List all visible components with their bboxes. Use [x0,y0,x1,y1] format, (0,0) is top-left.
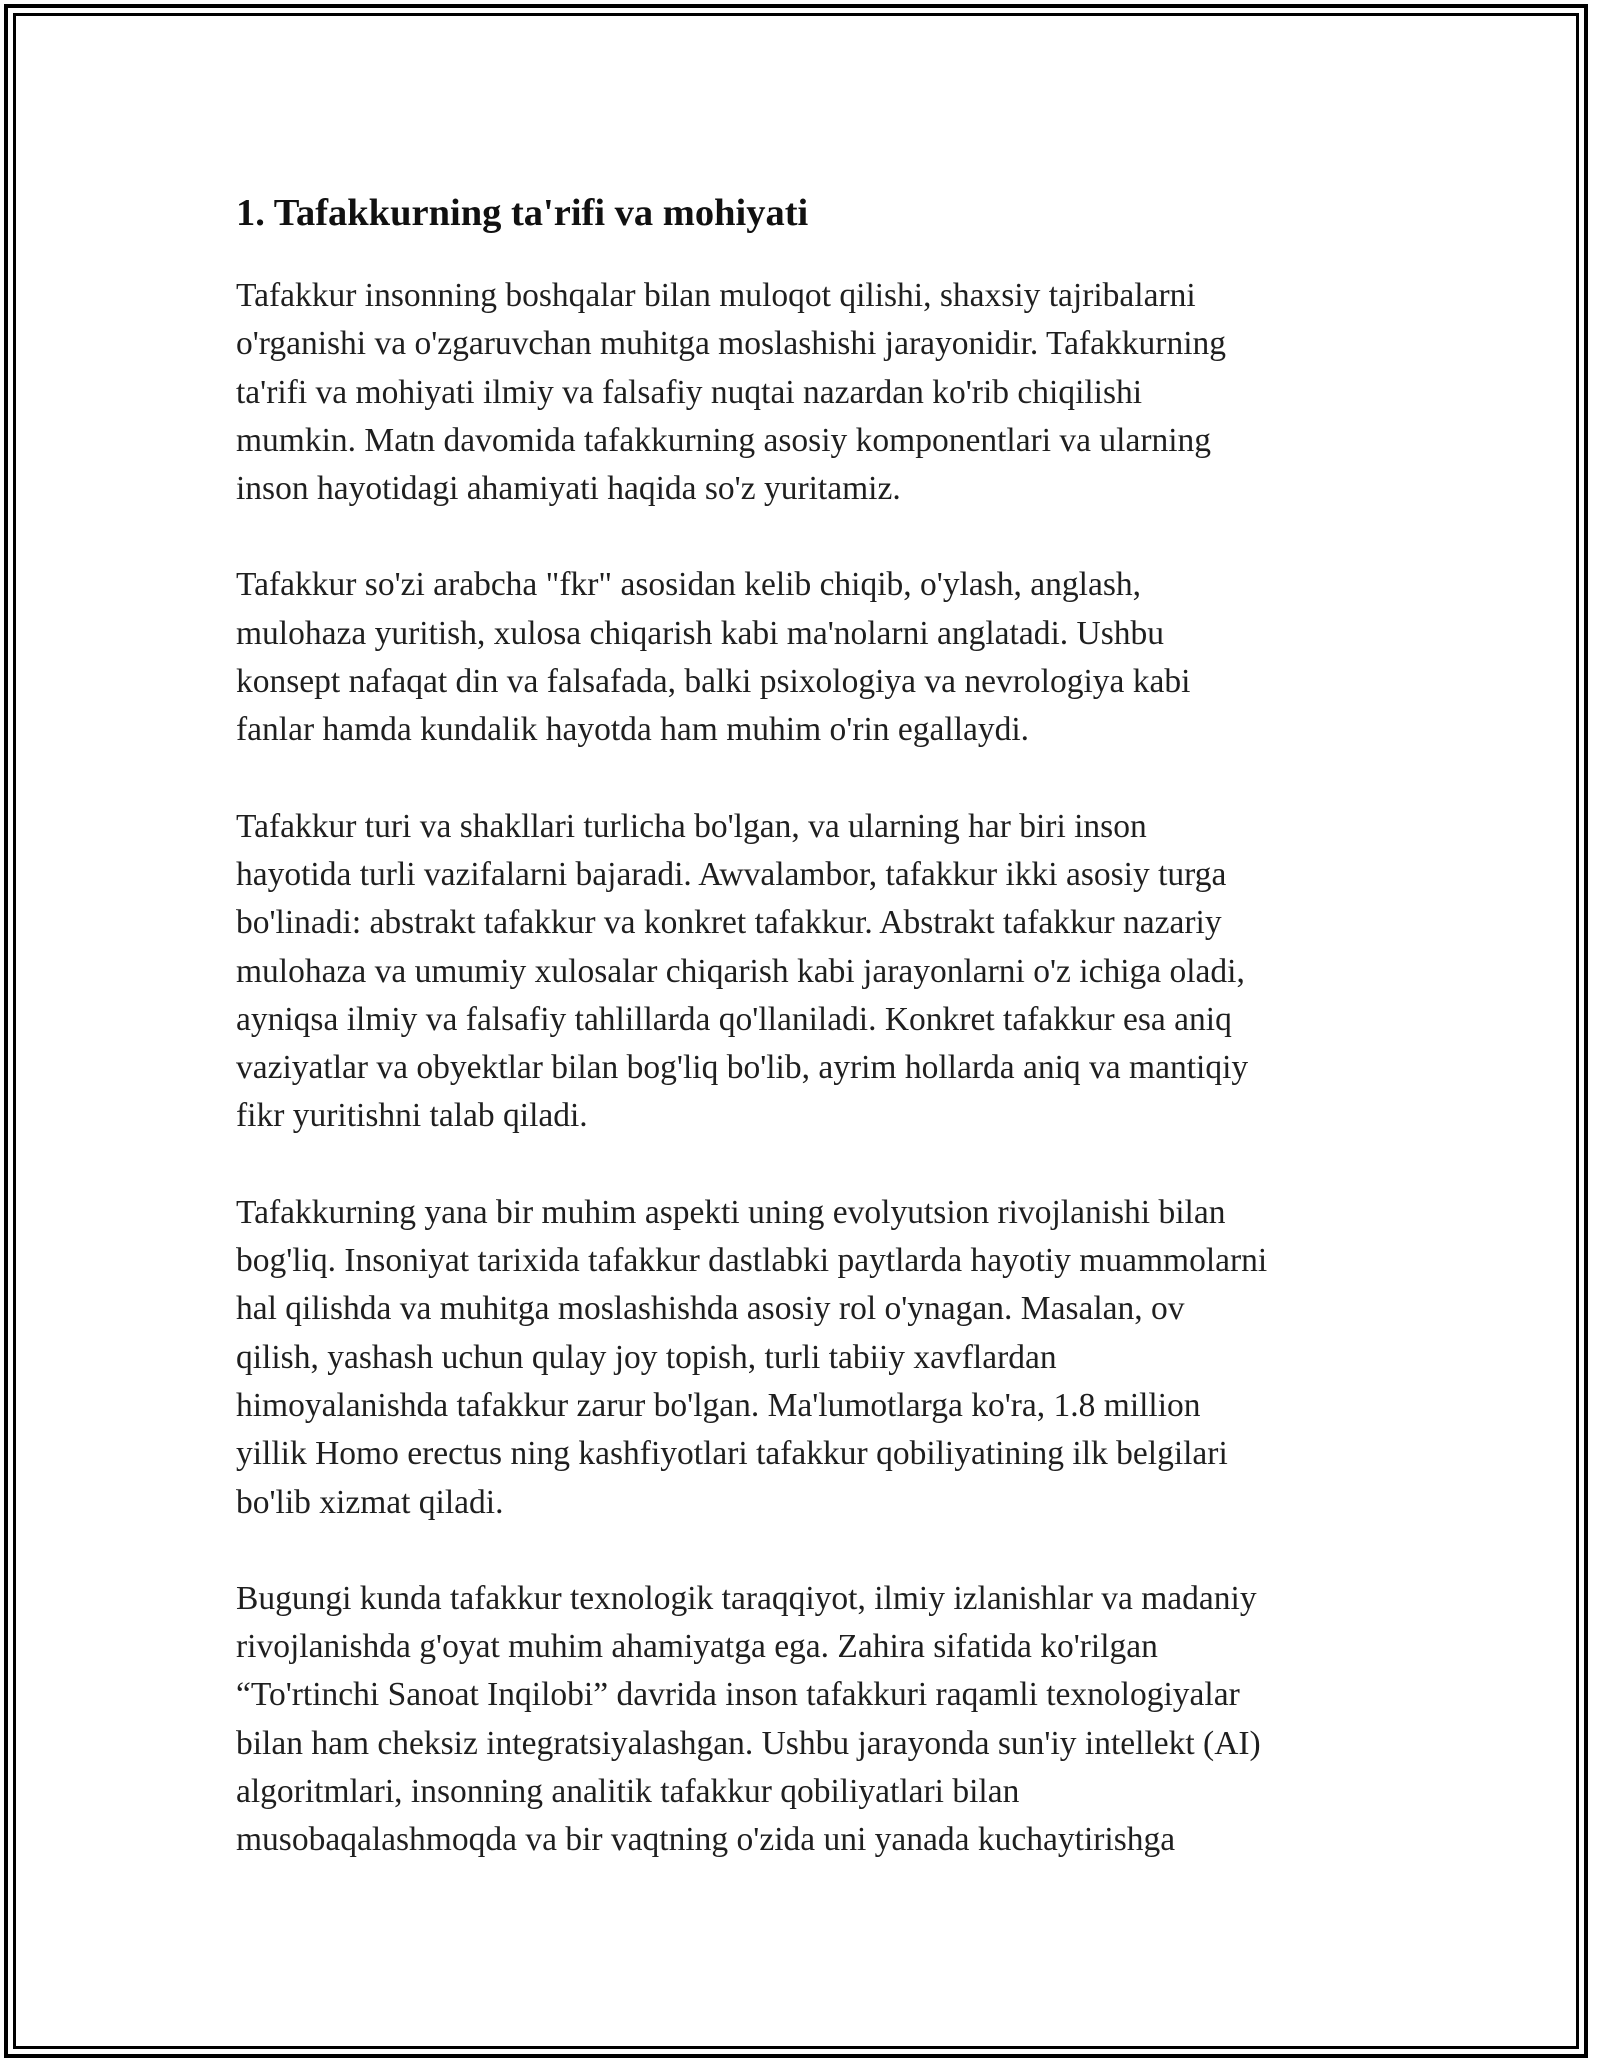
paragraph-line: fikr yuritishni talab qiladi. [236,1097,588,1135]
paragraph-line: Tafakkurning yana bir muhim aspekti uning evolyutsion rivojlanishi bilan [236,1193,1226,1231]
document-body [236,186,1386,1865]
paragraph-line: bo'linadi: abstrakt tafakkur va konkret tafakkur. Abstrakt tafakkur nazariy [236,904,1222,942]
paragraph-2 [236,561,1386,754]
paragraph-line: mulohaza va umumiy xulosalar chiqarish kabi jarayonlarni o'z ichiga oladi, [236,952,1245,990]
paragraph-line: Bugungi kunda tafakkur texnologik taraqqiyot, ilmiy izlanishlar va madaniy [236,1579,1257,1617]
paragraph-line: Tafakkur insonning boshqalar bilan muloqot qilishi, shaxsiy tajribalarni [236,277,1196,314]
paragraph-line: yillik Homo erectus ning kashfiyotlari tafakkur qobiliyatining ilk belgilari [236,1435,1228,1473]
paragraph-line: hal qilishda va muhitga moslashishda asosiy rol o'ynagan. Masalan, ov [236,1290,1185,1328]
paragraph-line: inson hayotidagi ahamiyati haqida so'z yuritamiz. [236,470,901,508]
paragraph-line: bog'liq. Insoniyat tarixida tafakkur dastlabki paytlarda hayotiy muammolarni [236,1242,1268,1280]
paragraph-line: mulohaza yuritish, xulosa chiqarish kabi ma'nolarni anglatadi. Ushbu [236,614,1165,652]
paragraph-1 [236,272,1386,513]
paragraph-line: fanlar hamda kundalik hayotda ham muhim o'rin egallaydi. [236,711,1030,749]
paragraph-line: ayniqsa ilmiy va falsafiy tahlillarda qo'llaniladi. Konkret tafakkur esa aniq [236,1000,1232,1038]
paragraph-line: musobaqalashmoqda va bir vaqtning o'zida uni yanada kuchaytirishga [236,1821,1176,1859]
paragraph-line: o'rganishi va o'zgaruvchan muhitga moslashishi jarayonidir. Tafakkurning [236,325,1227,363]
paragraph-line: bilan ham cheksiz integratsiyalashgan. Ushbu jarayonda sun'iy intellekt (AI) [236,1724,1261,1762]
paragraph-line: konsept nafaqat din va falsafada, balki psixologiya va nevrologiya kabi [236,663,1191,701]
paragraph-line: Tafakkur turi va shakllari turlicha bo'lgan, va ularning har biri inson [236,807,1147,845]
paragraph-line: algoritmlari, insonning analitik tafakkur qobiliyatlari bilan [236,1773,1020,1811]
paragraph-line: hayotida turli vazifalarni bajaradi. Awvalambor, tafakkur ikki asosiy turga [236,855,1227,893]
paragraph-line: rivojlanishda g'oyat muhim ahamiyatga ega. Zahira sifatida ko'rilgan [236,1628,1158,1666]
section-heading: 1. Tafakkurning ta'rifi va mohiyati [236,192,809,234]
paragraph-4 [236,1189,1386,1527]
paragraph-line: qilish, yashash uchun qulay joy topish, turli tabiiy xavflardan [236,1338,1057,1376]
paragraph-line: vaziyatlar va obyektlar bilan bog'liq bo'lib, ayrim hollarda aniq va mantiqiy [236,1049,1249,1087]
paragraph-5 [236,1575,1386,1865]
paragraph-line: himoyalanishda tafakkur zarur bo'lgan. Ma'lumotlarga ko'ra, 1.8 million [236,1386,1201,1424]
paragraph-line: ta'rifi va mohiyati ilmiy va falsafiy nuqtai nazardan ko'rib chiqilishi [236,373,1143,411]
paragraph-line: “To'rtinchi Sanoat Inqilobi” davrida inson tafakkuri raqamli texnologiyalar [236,1676,1240,1714]
paragraph-line: bo'lib xizmat qiladi. [236,1483,504,1521]
paragraph-line: mumkin. Matn davomida tafakkurning asosiy komponentlari va ularning [236,421,1212,459]
paragraph-line: Tafakkur so'zi arabcha "fkr" asosidan kelib chiqib, o'ylash, anglash, [236,566,1142,604]
paragraph-3 [236,803,1386,1141]
